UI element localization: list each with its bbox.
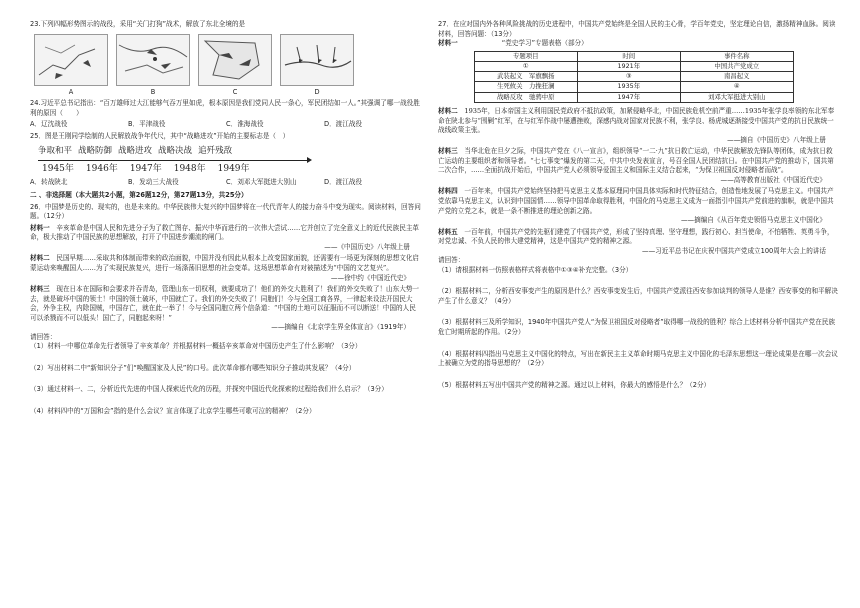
- material-label: 材料二: [438, 107, 458, 116]
- material-label: 材料一: [438, 39, 458, 48]
- q25-option-a: A．转战陕北: [30, 177, 68, 186]
- material-text: 民国早期……采取共和体制而带来的政治面貌，中国并没有因此从根本上改变国家面貌，还需要有一场更为深刻的思想文化启蒙运动来唤醒国人……为了实现民族复兴，进行一场涤荡旧思想的社会变革。这场思想革命有对被描述为“中国的文艺复兴”。: [30, 254, 420, 273]
- q26-sub-1: （1）材料一中哪位革命先行者领导了辛亥革命？并根据材料一概括辛亥革命对中国历史产生了什么影响？（3分）: [30, 342, 362, 351]
- q24-option-d: D．渡江战役: [324, 120, 363, 129]
- left-column: [30, 20, 422, 417]
- table-cell: ④: [680, 82, 793, 92]
- q27-sub-3: （3）根据材料三及所学知识，1940年中国共产党人“为保卫祖国反对侵略者”取得哪一战役的胜利？综合上述材料分析中国共产党在民族危亡时期所起的作用。（2分）: [438, 318, 836, 336]
- timeline-year: 1945年: [42, 163, 74, 174]
- q25-stem: 25．图是王刚同学绘制的人民解放战争年代尺，其中“战略进攻”开始的主要标志是（ ）: [30, 131, 290, 140]
- table-row: [474, 61, 793, 71]
- timeline-year: 1949年: [217, 163, 250, 174]
- table-cell: 南昌起义: [680, 72, 793, 82]
- material-label: 材料一: [30, 223, 50, 232]
- material-label: 材料二: [30, 254, 50, 263]
- table-cell: 生死攸关 力挽狂澜: [474, 82, 577, 92]
- answer-prompt: 请回答：: [30, 332, 57, 341]
- q26-stem: 26．中国梦是历史的、现实的，也是未来的。中华民族伟大复兴的中国梦将在一代代青年人的接力奋斗中变为现实。阅读材料，回答问题。（12分）: [30, 202, 421, 221]
- table-header: 事件名称: [680, 51, 793, 61]
- q27-sub-5: （5）根据材料五写出中国共产党的精神之源。通过以上材料，你最大的感悟是什么？（2分）: [438, 380, 711, 389]
- q27-material-2: [438, 107, 838, 136]
- material-text: 辛亥革命是中国人民和先进分子为了救亡图存、振兴中华而进行的一次伟大尝试……它并创立了完全意义上的近代民族民主革命，极大推动了中国民族的思想解放，打开了中国进步潮流的闸门。: [30, 223, 420, 242]
- material-label: 材料三: [30, 285, 50, 294]
- timeline-phase: 战略决战: [158, 146, 193, 157]
- q26-sub-3: （3）通过材料一、二，分析近代先进的中国人探索近代化的历程，并探究中国近代化探索的过程给我们什么启示？（3分）: [30, 385, 388, 394]
- timeline-year: 1946年: [85, 163, 118, 174]
- q24-option-c: C．淮海战役: [226, 120, 264, 129]
- material-text: 1935年，日本帝国主义利用国民党政府不抵抗政策，加紧侵略华北，中国民族危机空前严重……1935年张学良率领的东北军奉命在陕北参与“围剿”红军，在与红军作战中屡遭挫败，深感内战对国家对民族不利，张学良、杨虎城逐渐接受中国共产党的抗日民族统一战线政策主张。: [438, 107, 835, 135]
- timeline-years: [38, 163, 308, 176]
- source-citation: ——摘编自《北京学生界全体宣言》（1919年）: [271, 323, 410, 332]
- q24-option-a: A．辽沈战役: [30, 120, 68, 129]
- q27-sub-4: （4）根据材料四指出马克思主义中国化的特点，写出在新民主主义革命时期马克思主义中国化的毛泽东思想这一理论成果是在哪一次会议上被确立为党的指导思想的？（2分）: [438, 349, 838, 368]
- table-cell: 中国共产党成立: [680, 61, 793, 71]
- table-cell: 刘邓大军挺进大别山: [680, 92, 793, 102]
- timeline-year: 1948年: [173, 163, 206, 174]
- table-cell: 1947年: [577, 92, 680, 102]
- table-cell: ①: [474, 61, 577, 71]
- table-cell: 武装起义 军旗飘扬: [474, 72, 577, 82]
- q26-material-2: [30, 254, 422, 273]
- battle-map-d: [280, 34, 354, 86]
- map-label-c: C: [232, 87, 238, 96]
- q25-option-b: B．发动三大战役: [128, 177, 179, 186]
- q24-stem: 24.习近平总书记指出：“百万雄师过大江能够气吞万里如虎，根本原因是我们党同人民一条心，军民团结如一人。”其强调了哪一战役胜利的原因（ ）: [30, 99, 420, 117]
- q27-material-3: [438, 147, 838, 176]
- material-text: 当华北危在旦夕之际，中国共产党在《八一宣言》，组织领导“一二·九”抗日救亡运动，中华民族解放先锋队等团体，成为抗日救亡运动的主要组织者和领导者。“七七事变”爆发的第二天，中共中央发表宣言，号召全国人民团结抗日。在中国共产党的推动下，国共第二次合作，……全面抗战开始后，中国共产党人必须领导爱国主义和国际主义结合起来，“为保卫祖国反对侵略者而战”。: [438, 147, 834, 175]
- q25-option-c: C．刘邓大军挺进大别山: [226, 177, 297, 186]
- material-text: 现在日本在国际和会要求并吞青岛，管理山东一切权利，就要成功了！他们的外交大胜利了！我们的外交失败了！山东大势一去，就是破坏中国的领土！中国的领土破坏，中国就亡了。我们的外交失败了！同胞们！今与全国工商各界，一律起来设法开国民大会，外争主权，内除国贼，中国存亡，就在此一举了！今与全国同胞立两个信条道：“中国的土地可以征服而不可以断送！中国的人民可以杀戮而不可以低头！国亡了，同胞起来呀！”: [30, 285, 420, 322]
- battle-map-a: [34, 34, 108, 86]
- material-text: 一百年来，中国共产党始终坚持把马克思主义基本原理同中国具体实际和时代特征结合，创造性地发展了马克思主义。中国共产党依靠马克思主义，认识到中国国情……领导中国革命取得胜利，中国化的马克思主义成为一面指引中国共产党前进的旗帜，就是中国共产党的立党之本，就是一条不断推进的理论创新之路。: [438, 187, 834, 215]
- timeline-year: 1947年: [129, 163, 162, 174]
- timeline-phases: [38, 145, 308, 157]
- q24-options: [30, 120, 422, 130]
- q24-option-b: B．平津战役: [128, 120, 166, 129]
- section-heading: 二 、非选择题（本大题共2小题，第26题12分，第27题13分，共25分）: [30, 191, 248, 200]
- battle-map-c: [198, 34, 272, 86]
- q27-sub-2: （2）根据材料二，分析西安事变产生的原因是什么？西安事变发生后，中国共产党派往西安参加谈判的领导人是谁？西安事变的和平解决产生了什么意义？（4分）: [438, 287, 838, 305]
- q26-material-3: [30, 285, 422, 323]
- q23-maps: [34, 34, 422, 86]
- material-label: 材料三: [438, 147, 458, 156]
- source-citation: ——徐中约《中国近代史》: [330, 273, 410, 282]
- source-citation: ——习近平总书记在庆祝中国共产党成立100周年大会上的讲话: [641, 246, 826, 255]
- table-header: 时间: [577, 51, 680, 61]
- q27-stem: 27．在应对国内外各种风险挑战的历史进程中，中国共产党始终是全国人民的主心骨，学百年党史，坚定理论自信，激扬精神血脉。阅读材料，回答问题：（13分）: [438, 20, 836, 38]
- q25-options: [30, 178, 422, 188]
- table-header: 专题项目: [474, 51, 577, 61]
- material-label: 材料四: [438, 187, 458, 196]
- table-row: [474, 82, 793, 92]
- q27-material-5: [438, 228, 838, 247]
- q25-timeline: [38, 145, 308, 175]
- q23-map-labels: [34, 88, 422, 98]
- q27-material-1: [438, 39, 838, 105]
- map-label-a: A: [68, 87, 74, 96]
- source-citation: ——摘编自《从百年党史领悟马克思主义中国化》: [680, 216, 826, 225]
- q26-material-1: [30, 224, 422, 243]
- table-row: [474, 92, 793, 102]
- timeline-phase: 战略进攻: [118, 146, 153, 157]
- map-label-d: D: [314, 87, 320, 96]
- right-column: [438, 20, 838, 390]
- timeline-phase: 争取和平: [38, 146, 73, 157]
- q23-stem: 23.下列四幅形势图示的战役，采用“关门打狗”战术，解放了东北全境的是: [30, 20, 246, 28]
- source-citation: ——高等教育出版社《中国近代史》: [720, 175, 826, 184]
- q27-sub-1: （1）请根据材料一仿照表格样式将表格中①③④补充完整。（3分）: [438, 265, 633, 274]
- table-cell: 战略反攻 驰骋中原: [474, 92, 577, 102]
- table-cell: 1935年: [577, 82, 680, 92]
- q26-sub-4: （4）材料四中的“万国和会”指的是什么会议？宣言体现了北京学生哪些可歌可泣的精神？（2分）: [30, 407, 316, 416]
- map-label-b: B: [150, 87, 156, 96]
- table-caption: “党史学习”专题表格（部分）: [501, 39, 588, 48]
- battle-map-b: [116, 34, 190, 86]
- q26-sub-2: （2）写出材料二中“新知识分子”们“唤醒国家及人民”的口号。此次革命都有哪些知识分子推动其发展？（4分）: [30, 363, 356, 372]
- timeline-arrow: [38, 160, 308, 161]
- table-header-row: [474, 51, 793, 61]
- table-row: [474, 72, 793, 82]
- q25-option-d: D．渡江战役: [324, 177, 363, 186]
- material-label: 材料五: [438, 227, 458, 236]
- answer-prompt: 请回答：: [438, 256, 465, 265]
- material-text: 一百年前，中国共产党的先驱们建党了中国共产党，形成了坚持真理、坚守理想，践行初心、担当使命，不怕牺牲、英勇斗争，对党忠诚、不负人民的伟大建党精神，这是中国共产党的精神之源。: [438, 227, 834, 246]
- source-citation: ——摘自《中国历史》八年级上册: [727, 135, 826, 144]
- q27-material-4: [438, 187, 838, 216]
- table-cell: ③: [577, 72, 680, 82]
- table-cell: 1921年: [577, 61, 680, 71]
- party-history-table: [474, 51, 794, 103]
- source-citation: ——《中国历史》八年级上册: [324, 242, 410, 251]
- table-wrap: [462, 39, 794, 105]
- timeline-phase: 战略防御: [78, 146, 113, 157]
- timeline-phase: 追歼残敌: [198, 146, 233, 157]
